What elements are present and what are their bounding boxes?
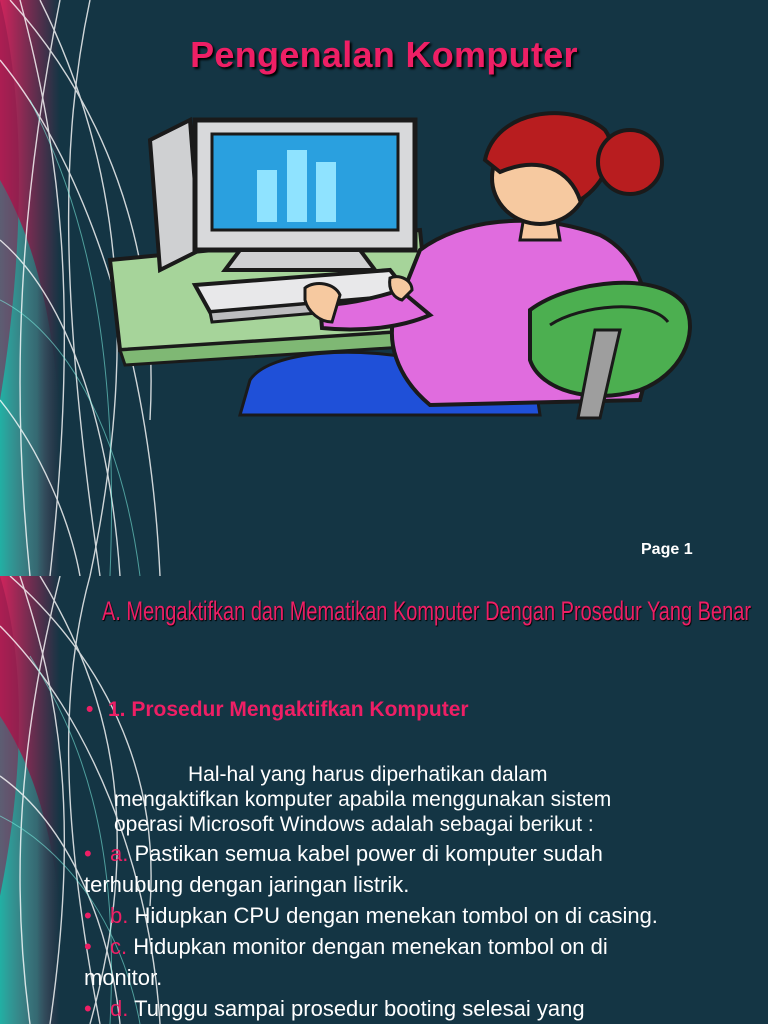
item-marker: c. [110,934,128,959]
bullet-icon: • [84,996,92,1021]
bullet-icon: • [84,841,92,866]
slide-2 [0,576,768,1024]
computer-user-clipart [100,100,700,420]
item-text: Hidupkan CPU dengan menekan tombol on di casing. [134,903,658,928]
item-marker: b. [110,903,129,928]
bullet-icon: • [84,903,92,928]
subheading-text: 1. Prosedur Mengaktifkan Komputer [108,698,469,721]
steps-list [84,838,764,1024]
subheading [86,698,469,722]
list-item-continuation: monitor. [84,965,163,990]
list-item [84,900,764,931]
item-marker: d. [110,996,129,1021]
list-item [84,993,764,1024]
item-text: Pastikan semua kabel power di komputer sudah [134,841,603,866]
slide-title: A. Mengaktifkan dan Mematikan Komputer Dengan Prosedur Yang Benar [102,596,751,626]
intro-line: Hal-hal yang harus diperhatikan dalam [188,763,548,786]
bullet-icon: • [84,934,92,959]
item-text: Tunggu sampai prosedur booting selesai yang [134,996,585,1021]
intro-paragraph [114,762,754,837]
slide-title: Pengenalan Komputer [190,34,578,75]
item-marker: a. [110,841,129,866]
list-item-continuation: terhubung dengan jaringan listrik. [84,872,410,897]
item-text: Hidupkan monitor dengan menekan tombol on di [133,934,608,959]
intro-line: mengaktifkan komputer apabila menggunakan sistem [114,788,612,811]
bullet-icon: • [86,698,94,721]
list-item [84,931,764,962]
page-number: Page 1 [641,541,693,558]
intro-line: operasi Microsoft Windows adalah sebagai berikut : [114,813,594,836]
list-item [84,838,764,869]
